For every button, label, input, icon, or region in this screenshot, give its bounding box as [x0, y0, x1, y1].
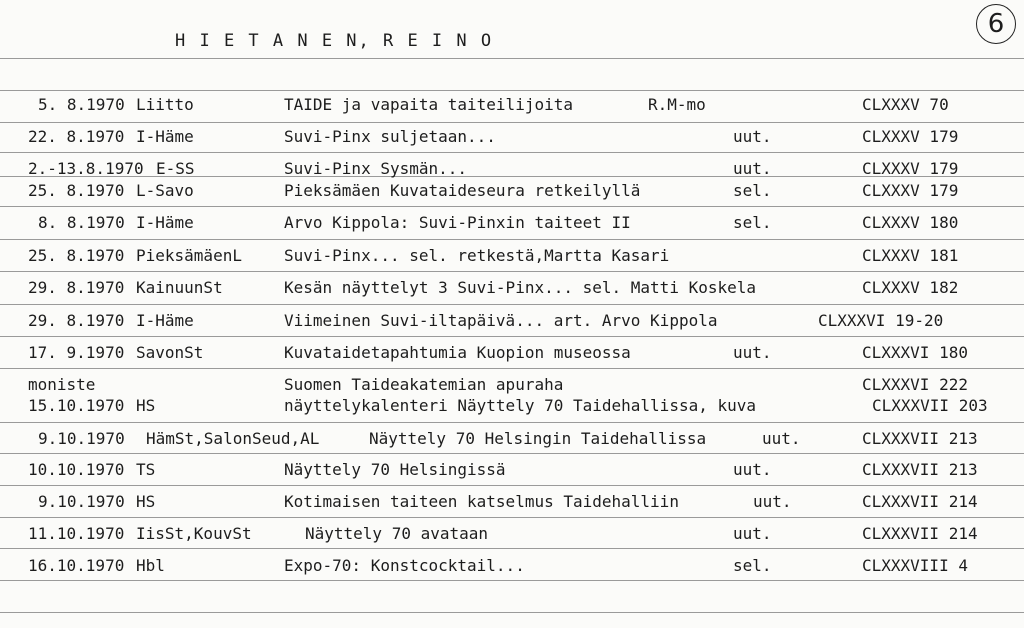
ruled-line [0, 612, 1024, 613]
entry-title: Kuvataidetapahtumia Kuopion museossa [284, 343, 631, 362]
ruled-line [0, 90, 1024, 91]
entry-ref: CLXXXVII 213 [862, 429, 978, 448]
entry-title: näyttelykalenteri Näyttely 70 Taidehallissa, kuva [284, 396, 757, 415]
ruled-line [0, 368, 1024, 369]
entry-ref: CLXXXV 181 [862, 246, 959, 265]
entry-source: HämSt,SalonSeud,AL [146, 429, 320, 448]
entry-date: 29. 8.1970 [28, 311, 125, 330]
card-title: H I E T A N E N, R E I N O [175, 31, 494, 51]
entry-ref: CLXXXVII 213 [862, 460, 978, 479]
ruled-line [0, 336, 1024, 337]
entry-source: I-Häme [136, 213, 194, 232]
entry-date: 25. 8.1970 [28, 181, 125, 200]
ruled-line [0, 152, 1024, 153]
entry-title: Arvo Kippola: Suvi-Pinxin taiteet II [284, 213, 631, 232]
ruled-line [0, 271, 1024, 272]
entry-title: Suomen Taideakatemian apuraha [284, 375, 564, 394]
entry-ref: CLXXXVIII 4 [862, 556, 968, 575]
entry-ref: CLXXXV 182 [862, 278, 959, 297]
entry-date: 17. 9.1970 [28, 343, 125, 362]
entry-title: Viimeinen Suvi-iltapäivä... art. Arvo Kippola [284, 311, 718, 330]
entry-title: Kotimaisen taiteen katselmus Taidehalliin [284, 492, 679, 511]
entry-type: uut. [762, 429, 801, 448]
entry-date: 2.-13.8.1970 [28, 159, 144, 178]
entry-date: 22. 8.1970 [28, 127, 125, 146]
entry-ref: CLXXXVII 214 [862, 492, 978, 511]
entry-source: PieksämäenL [136, 246, 242, 265]
entry-source: TS [136, 460, 156, 479]
entry-ref: CLXXXV 179 [862, 127, 959, 146]
entry-source: HS [136, 396, 156, 415]
entry-title: Näyttely 70 avataan [305, 524, 489, 543]
ruled-line [0, 485, 1024, 486]
ruled-line [0, 580, 1024, 581]
ruled-line [0, 422, 1024, 423]
ruled-line [0, 548, 1024, 549]
entry-date: 8. 8.1970 [38, 213, 125, 232]
entry-title: Kesän näyttelyt 3 Suvi-Pinx... sel. Matti Koskela [284, 278, 757, 297]
entry-ref: CLXXXVI 19-20 [818, 311, 944, 330]
entry-title: Näyttely 70 Helsingin Taidehallissa [369, 429, 707, 448]
ruled-line [0, 239, 1024, 240]
entry-date: 9.10.1970 [38, 492, 125, 511]
entry-source: Liitto [136, 95, 194, 114]
entry-date: 10.10.1970 [28, 460, 125, 479]
entry-type: uut. [733, 343, 772, 362]
entry-source: E-SS [156, 159, 195, 178]
entry-date: 25. 8.1970 [28, 246, 125, 265]
entry-title: Suvi-Pinx Sysmän... [284, 159, 468, 178]
entry-ref: CLXXXVII 203 [872, 396, 988, 415]
entry-title: Pieksämäen Kuvataideseura retkeilyllä [284, 181, 641, 200]
entry-type: uut. [733, 127, 772, 146]
entry-ref: CLXXXV 179 [862, 159, 959, 178]
entry-source: IisSt,KouvSt [136, 524, 252, 543]
ruled-line [0, 304, 1024, 305]
entry-ref: CLXXXVII 214 [862, 524, 978, 543]
entry-ref: CLXXXVI 180 [862, 343, 968, 362]
entry-type: sel. [733, 556, 772, 575]
entry-title: TAIDE ja vapaita taiteilijoita [284, 95, 573, 114]
entry-date: 16.10.1970 [28, 556, 125, 575]
page-number-circle: 6 [976, 4, 1016, 44]
entry-type: sel. [733, 213, 772, 232]
entry-source: Hbl [136, 556, 165, 575]
entry-source: KainuunSt [136, 278, 223, 297]
entry-source: L-Savo [136, 181, 194, 200]
entry-ref: CLXXXV 180 [862, 213, 959, 232]
entry-type: R.M-mo [648, 95, 706, 114]
entry-title: Suvi-Pinx suljetaan... [284, 127, 496, 146]
entry-title: Näyttely 70 Helsingissä [284, 460, 506, 479]
ruled-line [0, 206, 1024, 207]
entry-ref: CLXXXV 179 [862, 181, 959, 200]
entry-ref: CLXXXV 70 [862, 95, 949, 114]
entry-date: 9.10.1970 [38, 429, 125, 448]
ruled-line [0, 58, 1024, 59]
entry-date: 15.10.1970 [28, 396, 125, 415]
entry-source: I-Häme [136, 311, 194, 330]
entry-date: 11.10.1970 [28, 524, 125, 543]
ruled-line [0, 453, 1024, 454]
entry-source: SavonSt [136, 343, 204, 362]
entry-type: uut. [753, 492, 792, 511]
entry-type: uut. [733, 460, 772, 479]
entry-source: I-Häme [136, 127, 194, 146]
entry-type: uut. [733, 524, 772, 543]
entry-date: 29. 8.1970 [28, 278, 125, 297]
entry-ref: CLXXXVI 222 [862, 375, 968, 394]
entry-date: 5. 8.1970 [38, 95, 125, 114]
entry-date: moniste [28, 375, 96, 394]
ruled-line [0, 122, 1024, 123]
entry-type: sel. [733, 181, 772, 200]
ruled-line [0, 517, 1024, 518]
entry-source: HS [136, 492, 156, 511]
entry-type: uut. [733, 159, 772, 178]
entry-title: Expo-70: Konstcocktail... [284, 556, 525, 575]
entry-title: Suvi-Pinx... sel. retkestä,Martta Kasari [284, 246, 670, 265]
